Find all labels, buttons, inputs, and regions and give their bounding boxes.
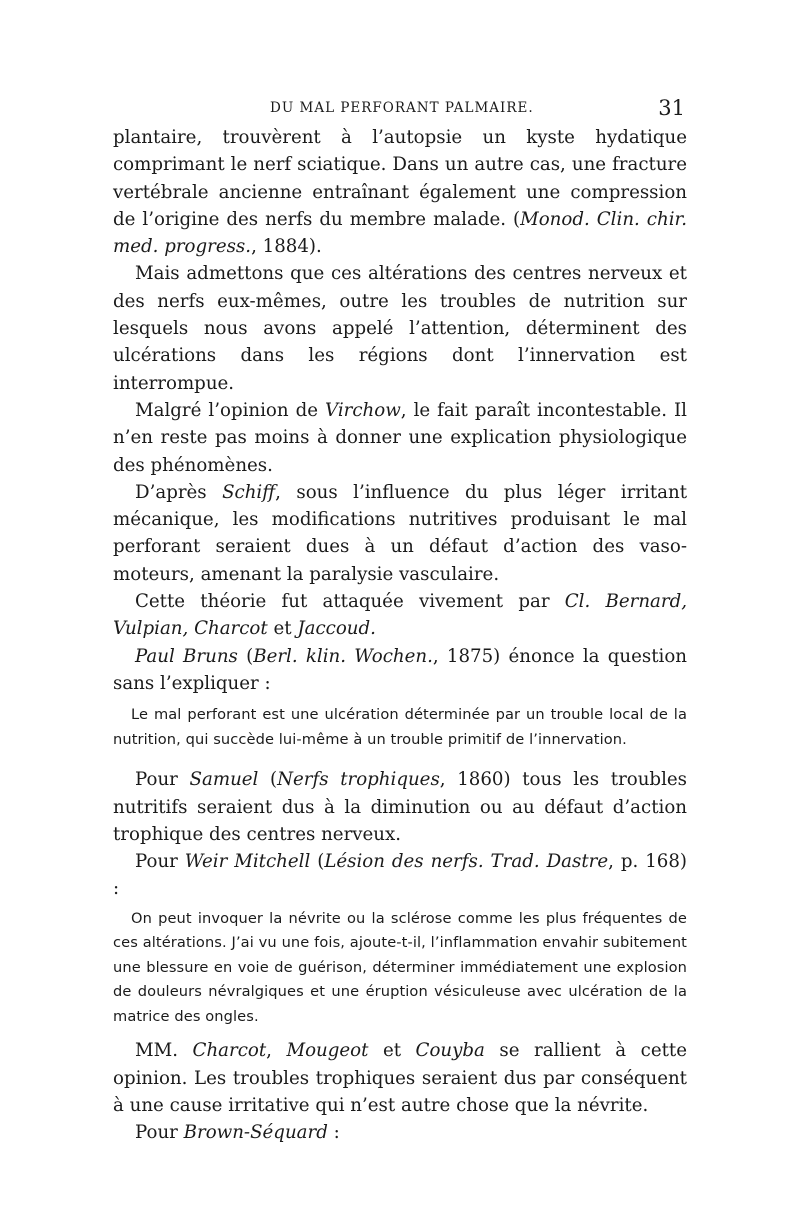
text-run: Pour <box>135 769 190 791</box>
citation: Lésion des nerfs. Trad. Dastre <box>324 851 609 873</box>
author-name: Mougeot <box>286 1040 369 1062</box>
citation: Nerfs trophiques <box>277 769 440 791</box>
text-run: se rallient à cette opinion. Les troubles trophiques seraient dus par conséquent à une cause irritative qui n’est autre chose que la névrite. <box>113 1040 687 1116</box>
text-run: Malgré l’opinion de <box>135 399 326 421</box>
text-run: MM. <box>135 1040 193 1062</box>
citation: Berl. klin. Wochen. <box>253 645 433 667</box>
author-name: Couyba <box>415 1040 485 1062</box>
text-run: Pour <box>135 851 185 873</box>
paragraph-1 <box>113 124 687 260</box>
text-run: et <box>267 618 298 640</box>
text-run: , 1884). <box>251 236 322 258</box>
paragraph-7 <box>113 766 687 848</box>
text-run: Pour <box>135 1122 184 1144</box>
text-run: ( <box>258 769 278 791</box>
author-name: Charcot <box>192 1040 267 1062</box>
quotation-2: On peut invoquer la névrite ou la sclérose comme les plus fréquentes de ces altérations. J’ai vu une fois, ajoute-t-il, l’inflammation envahir subitement une blessure en voie de guérison, déterminer immédiatement une explosion de douleurs névralgiques et une éruption vésiculeuse avec ulcération de la matrice des ongles. <box>113 909 687 1025</box>
quotation-1: Le mal perforant est une ulcération déterminée par un trouble local de la nutrition, qui succède lui-même à un trouble primitif de l’innervation. <box>113 706 687 748</box>
author-name: Jaccoud. <box>297 618 376 640</box>
page-header <box>115 96 685 122</box>
text-run: ( <box>237 645 254 667</box>
text-run: ( <box>310 851 325 873</box>
paragraph-9 <box>113 1037 687 1119</box>
text-run: : <box>327 1122 340 1144</box>
running-title: DU MAL PERFORANT PALMAIRE. <box>270 100 534 116</box>
paragraph-3 <box>113 397 687 479</box>
text-run: , 1875) énonce la question sans l’expliquer : <box>113 645 687 694</box>
paragraph-10 <box>113 1119 687 1146</box>
author-name: Schiff <box>222 481 276 503</box>
text-run: , le fait paraît incontestable. Il n’en reste pas moins à donner une explication physiologique des phénomènes. <box>113 399 687 476</box>
author-names: Cl. Bernard, Vulpian, Charcot <box>113 591 687 640</box>
text-run: , <box>266 1040 287 1062</box>
text-run: , 1860) tous les troubles nutritifs seraient dus à la diminution ou au défaut d’action trophique des centres nerveux. <box>113 769 687 845</box>
page-number: 31 <box>658 96 685 120</box>
text-run: , p. 168) : <box>113 851 688 900</box>
author-name: Brown-Séquard <box>183 1122 328 1144</box>
citation: Monod. Clin. chir. med. progress. <box>113 208 687 258</box>
text-run: , sous l’influence du plus léger irritant mécanique, les modifications nutritives produisant le mal perforant seraient dues à un défaut d’action des vaso-moteurs, amenant la paralysie vasculaire. <box>113 481 688 585</box>
text-run: et <box>368 1040 416 1062</box>
body-text <box>113 124 687 1146</box>
author-name: Virchow <box>325 399 401 421</box>
text-run: D’après <box>135 481 223 503</box>
text-run: plantaire, trouvèrent à l’autopsie un kyste hydatique comprimant le nerf sciatique. Dans un autre cas, une fracture vertébrale ancienne entraînant également une compression de l’origine des nerfs du membre malade. ( <box>113 127 687 230</box>
author-name: Weir Mitchell <box>184 851 311 873</box>
author-name: Paul Bruns <box>135 645 238 667</box>
paragraph-5 <box>113 588 687 643</box>
paragraph-4 <box>113 479 687 588</box>
author-name: Samuel <box>189 769 259 791</box>
paragraph-6 <box>113 643 687 698</box>
paragraph-2: Mais admettons que ces altérations des centres nerveux et des nerfs eux-mêmes, outre les troubles de nutrition sur lesquels nous avons appelé l’attention, déterminent des ulcérations dans les régions dont l’innervation est interrompue. <box>113 263 687 394</box>
text-run: Cette théorie fut attaquée vivement par <box>135 591 565 613</box>
paragraph-8 <box>113 848 687 903</box>
